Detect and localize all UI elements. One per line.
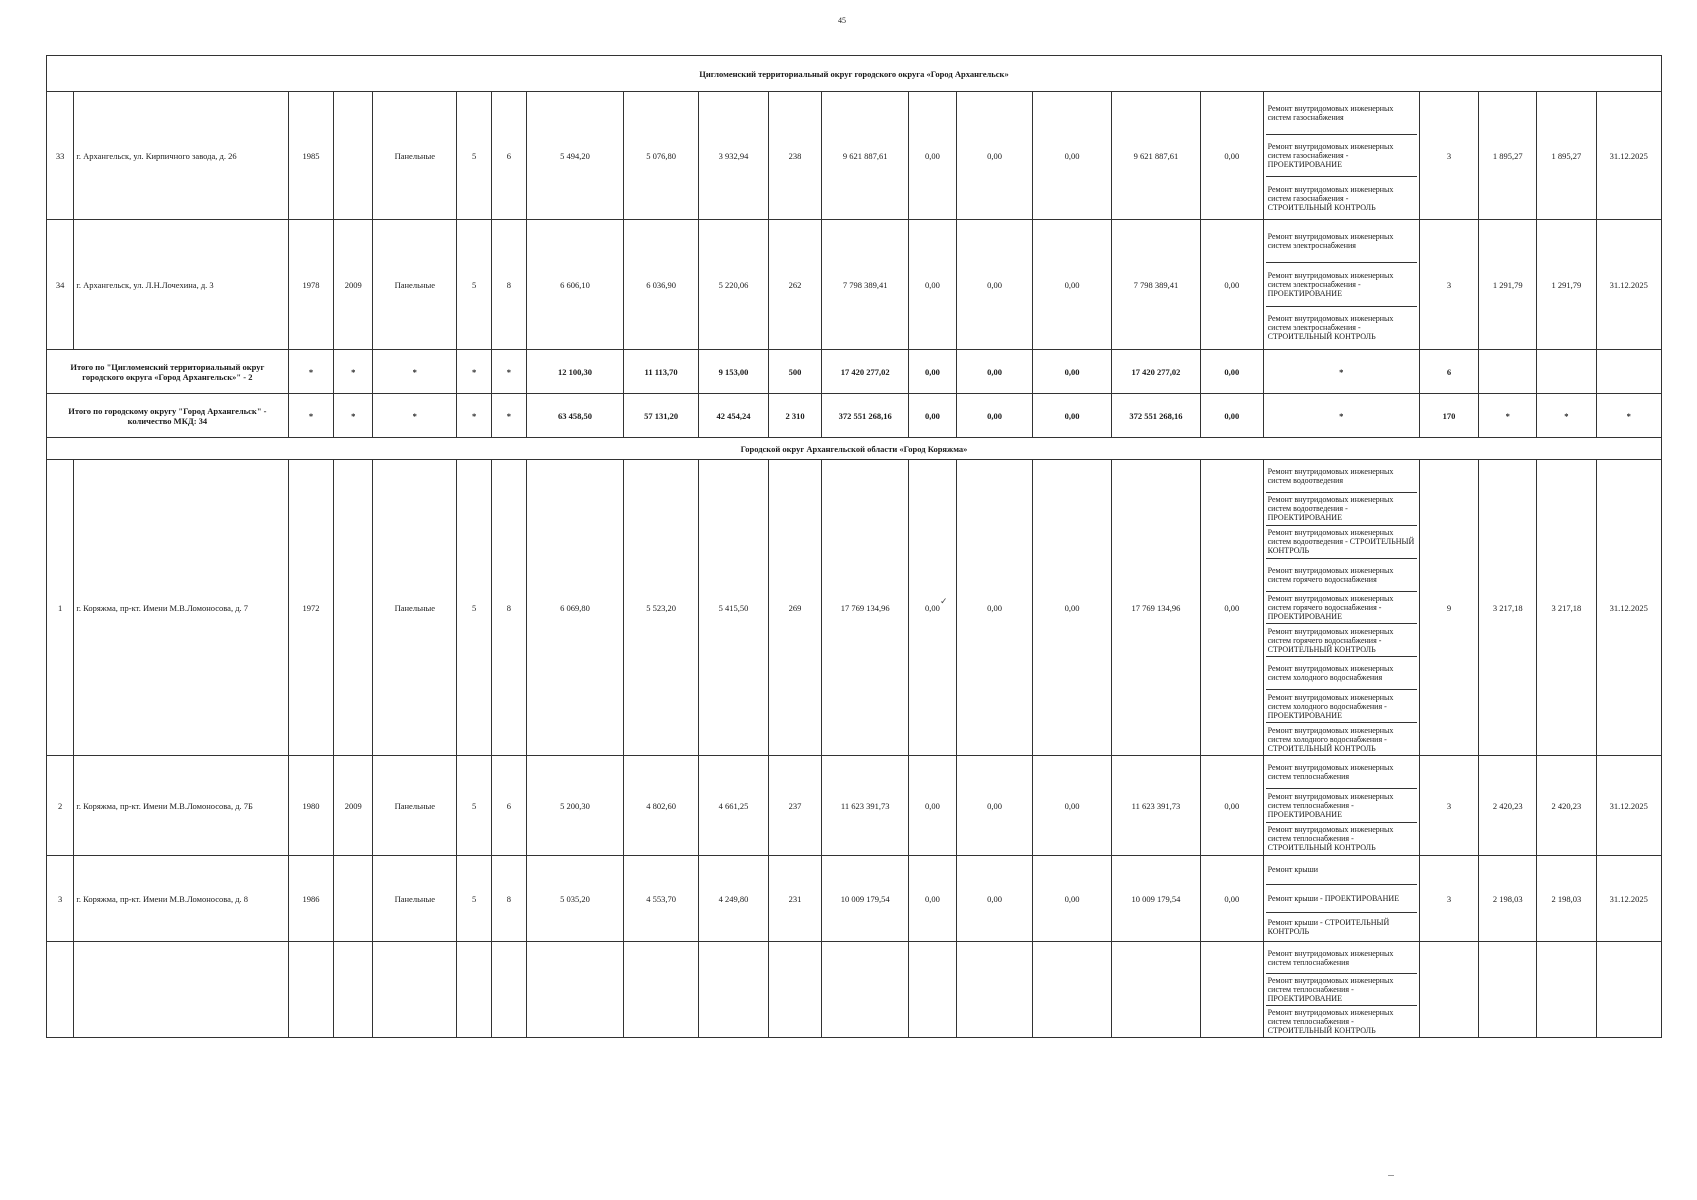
work-item: Ремонт внутридомовых инженерных систем холодного водоснабжения - ПРОЕКТИРОВАНИЕ [1266,690,1417,723]
cell-works-count: 3 [1419,220,1478,350]
cell-star: * [1263,394,1419,438]
cell-works [1263,756,1419,856]
cell-empty [956,942,1032,1038]
work-item: Ремонт внутридомовых инженерных систем водоотведения - СТРОИТЕЛЬНЫЙ КОНТРОЛЬ [1266,526,1417,559]
work-item: Ремонт внутридомовых инженерных систем газоснабжения [1266,92,1417,135]
cell-year-repair: 2009 [334,220,373,350]
work-item: Ремонт внутридомовых инженерных систем водоотведения - ПРОЕКТИРОВАНИЕ [1266,493,1417,526]
cell-unit-cost: 2 420,23 [1479,756,1537,856]
cell-max-unit-cost: 1 291,79 [1537,220,1596,350]
table-row [47,92,1662,220]
cell-num: 34 [47,220,74,350]
cell-star: * [288,350,334,394]
cell-address: г. Коряжма, пр-кт. Имени М.В.Ломоносова, д. 7 [74,460,288,756]
cell-empty [1419,942,1478,1038]
handwritten-tick-mark: ✓ [940,596,948,606]
cell-area-total: 5 200,30 [527,756,624,856]
cell-empty [909,942,957,1038]
cell-fund-reg: 0,00 [956,756,1032,856]
capital-repair-table [46,55,1662,1038]
cell-empty [623,942,698,1038]
cell-fund-owners: 17 420 277,02 [1111,350,1200,394]
cell-fund-fed: 0,00 [909,460,957,756]
cell-empty [699,942,769,1038]
cell-star: * [1479,394,1537,438]
cell-fund-mun: 0,00 [1033,394,1112,438]
cell-empty [373,942,457,1038]
cell-max-unit-cost: 2 420,23 [1537,756,1596,856]
cell-area-total: 6 606,10 [527,220,624,350]
cell-material: Панельные [373,220,457,350]
cell-empty [1200,942,1263,1038]
cell-works-count: 170 [1419,394,1478,438]
cell-address: г. Коряжма, пр-кт. Имени М.В.Ломоносова, д. 8 [74,856,288,942]
cell-empty [527,942,624,1038]
cell-fund-fed: 0,00 [909,220,957,350]
cell-empty [1111,942,1200,1038]
cell-works [1263,220,1419,350]
cell-fund-other: 0,00 [1200,756,1263,856]
cell-star: * [457,350,491,394]
cell-area-total: 5 035,20 [527,856,624,942]
cell-fund-other: 0,00 [1200,350,1263,394]
cell-year-repair [334,92,373,220]
page-number: 45 [838,16,846,25]
cell-deadline: 31.12.2025 [1596,460,1661,756]
cell-area-total: 6 069,80 [527,460,624,756]
works-list [1266,756,1417,855]
cell-star: * [491,350,526,394]
cell-year-repair [334,460,373,756]
cell-year-repair [334,856,373,942]
work-item: Ремонт внутридомовых инженерных систем холодного водоснабжения - СТРОИТЕЛЬНЫЙ КОНТРОЛЬ [1267,725,1394,753]
cell-unit-cost: 1 895,27 [1479,92,1537,220]
cell-cost-total: 11 623 391,73 [822,756,909,856]
cell-max-unit-cost: 2 198,03 [1537,856,1596,942]
cell-year-built: 1985 [288,92,334,220]
work-item: Ремонт внутридомовых инженерных систем теплоснабжения - СТРОИТЕЛЬНЫЙ КОНТРОЛЬ [1267,825,1394,853]
cell-star: * [491,394,526,438]
cell-address: г. Архангельск, ул. Л.Н.Лочехина, д. 3 [74,220,288,350]
cell-entrances: 6 [491,756,526,856]
cell-star: * [1537,394,1596,438]
cell-floors: 5 [457,756,491,856]
works-list [1266,92,1417,219]
cell-fund-fed: 0,00 [909,856,957,942]
cell-works [1263,942,1419,1038]
cell-floors: 5 [457,92,491,220]
cell-material: Панельные [373,756,457,856]
cell-fund-reg: 0,00 [956,350,1032,394]
cell-deadline: 31.12.2025 [1596,856,1661,942]
cell-fund-mun: 0,00 [1033,756,1112,856]
cell-fund-fed: 0,00 [909,350,957,394]
cell-area-living: 4 802,60 [623,756,698,856]
cell-max-unit-cost: 1 895,27 [1537,92,1596,220]
cell-star [1537,350,1596,394]
cell-empty [334,942,373,1038]
cell-area-total: 5 494,20 [527,92,624,220]
cell-star: * [457,394,491,438]
cell-residents: 269 [768,460,822,756]
cell-fund-other: 0,00 [1200,460,1263,756]
cell-works [1263,856,1419,942]
cell-works [1263,92,1419,220]
cell-star [1596,350,1661,394]
cell-empty [768,942,822,1038]
cell-empty [822,942,909,1038]
cell-star [1479,350,1537,394]
cell-num: 1 [47,460,74,756]
cell-area-residential: 3 932,94 [699,92,769,220]
cell-empty [457,942,491,1038]
work-item: Ремонт внутридомовых инженерных систем теплоснабжения - СТРОИТЕЛЬНЫЙ КОНТРОЛЬ [1267,1008,1394,1035]
cell-deadline: 31.12.2025 [1596,756,1661,856]
cell-area-living: 5 523,20 [623,460,698,756]
cell-star: * [334,394,373,438]
cell-area-residential: 9 153,00 [699,350,769,394]
work-item: Ремонт крыши - СТРОИТЕЛЬНЫЙ КОНТРОЛЬ [1267,918,1390,937]
total-label: Итого по "Цигломенский территориальный округ городского округа «Город Архангельск»" - 2 [47,350,289,394]
cell-residents: 238 [768,92,822,220]
cell-area-living: 5 076,80 [623,92,698,220]
cell-works-count: 3 [1419,92,1478,220]
cell-entrances: 8 [491,856,526,942]
works-list [1266,942,1417,1037]
cell-deadline: 31.12.2025 [1596,220,1661,350]
cell-floors: 5 [457,460,491,756]
cell-fund-other: 0,00 [1200,220,1263,350]
cell-material: Панельные [373,460,457,756]
cell-unit-cost: 3 217,18 [1479,460,1537,756]
cell-works-count: 3 [1419,756,1478,856]
cell-area-total: 63 458,50 [527,394,624,438]
total-label: Итого по городскому округу "Город Архангельск" - количество МКД: 34 [47,394,289,438]
cell-year-repair: 2009 [334,756,373,856]
cell-fund-fed: 0,00 [909,394,957,438]
cell-residents: 237 [768,756,822,856]
work-item: Ремонт внутридомовых инженерных систем холодного водоснабжения [1266,657,1417,690]
cell-empty [1033,942,1112,1038]
work-item: Ремонт крыши [1266,856,1417,885]
cell-fund-owners: 11 623 391,73 [1111,756,1200,856]
cell-num: 2 [47,756,74,856]
cell-works-count: 6 [1419,350,1478,394]
cell-material: Панельные [373,856,457,942]
cell-num: 33 [47,92,74,220]
cell-year-built: 1978 [288,220,334,350]
cell-cost-total: 10 009 179,54 [822,856,909,942]
cell-fund-mun: 0,00 [1033,350,1112,394]
works-list [1266,856,1417,941]
cell-fund-mun: 0,00 [1033,856,1112,942]
cell-empty [288,942,334,1038]
cell-empty [1537,942,1596,1038]
work-item: Ремонт внутридомовых инженерных систем теплоснабжения - ПРОЕКТИРОВАНИЕ [1266,974,1417,1006]
cell-area-living: 11 113,70 [623,350,698,394]
cell-address: г. Архангельск, ул. Кирпичного завода, д. 26 [74,92,288,220]
cell-cost-total: 7 798 389,41 [822,220,909,350]
cell-fund-fed: 0,00 [909,756,957,856]
cell-fund-owners: 372 551 268,16 [1111,394,1200,438]
section-header-row [47,438,1662,460]
cell-floors: 5 [457,220,491,350]
section-header-row [47,56,1662,92]
work-item: Ремонт внутридомовых инженерных систем теплоснабжения [1266,756,1417,789]
works-list [1266,220,1417,349]
cell-cost-total: 17 769 134,96 [822,460,909,756]
cell-area-residential: 42 454,24 [699,394,769,438]
cell-year-built: 1980 [288,756,334,856]
cell-area-total: 12 100,30 [527,350,624,394]
cell-fund-reg: 0,00 [956,394,1032,438]
cell-star: * [288,394,334,438]
cell-fund-mun: 0,00 [1033,220,1112,350]
cell-year-built: 1972 [288,460,334,756]
cell-fund-owners: 17 769 134,96 [1111,460,1200,756]
cell-entrances: 8 [491,460,526,756]
cell-entrances: 8 [491,220,526,350]
cell-fund-owners: 10 009 179,54 [1111,856,1200,942]
cell-fund-other: 0,00 [1200,856,1263,942]
cell-unit-cost: 2 198,03 [1479,856,1537,942]
cell-fund-other: 0,00 [1200,394,1263,438]
cell-empty [47,942,74,1038]
cell-cost-total: 17 420 277,02 [822,350,909,394]
work-item: Ремонт внутридомовых инженерных систем водоотведения [1266,460,1417,493]
cell-empty [491,942,526,1038]
table-row [47,756,1662,856]
work-item: Ремонт крыши - ПРОЕКТИРОВАНИЕ [1266,885,1417,914]
table-row [47,220,1662,350]
cell-entrances: 6 [491,92,526,220]
work-item: Ремонт внутридомовых инженерных систем газоснабжения - СТРОИТЕЛЬНЫЙ КОНТРОЛЬ [1267,184,1394,212]
cell-unit-cost: 1 291,79 [1479,220,1537,350]
cell-deadline: 31.12.2025 [1596,92,1661,220]
cell-works-count: 9 [1419,460,1478,756]
work-item: Ремонт внутридомовых инженерных систем теплоснабжения - ПРОЕКТИРОВАНИЕ [1266,789,1417,822]
cell-area-residential: 4 249,80 [699,856,769,942]
cell-fund-fed: 0,00 [909,92,957,220]
cell-star: * [1263,350,1419,394]
cell-star: * [373,394,457,438]
cell-area-living: 57 131,20 [623,394,698,438]
cell-cost-total: 9 621 887,61 [822,92,909,220]
cell-area-residential: 5 415,50 [699,460,769,756]
cell-max-unit-cost: 3 217,18 [1537,460,1596,756]
cell-residents: 2 310 [768,394,822,438]
cell-address: г. Коряжма, пр-кт. Имени М.В.Ломоносова, д. 7Б [74,756,288,856]
cell-residents: 231 [768,856,822,942]
work-item: Ремонт внутридомовых инженерных систем электроснабжения - ПРОЕКТИРОВАНИЕ [1266,263,1417,306]
cell-area-living: 4 553,70 [623,856,698,942]
work-item: Ремонт внутридомовых инженерных систем газоснабжения - ПРОЕКТИРОВАНИЕ [1266,135,1417,178]
cell-works-count: 3 [1419,856,1478,942]
cell-floors: 5 [457,856,491,942]
work-item: Ремонт внутридомовых инженерных систем электроснабжения - СТРОИТЕЛЬНЫЙ КОНТРОЛЬ [1267,314,1394,342]
cell-fund-reg: 0,00 [956,92,1032,220]
work-item: Ремонт внутридомовых инженерных систем горячего водоснабжения - СТРОИТЕЛЬНЫЙ КОНТРОЛЬ [1266,624,1417,657]
cell-empty [74,942,288,1038]
cell-fund-owners: 7 798 389,41 [1111,220,1200,350]
cell-area-residential: 4 661,25 [699,756,769,856]
cell-year-built: 1986 [288,856,334,942]
cell-num: 3 [47,856,74,942]
cell-star: * [373,350,457,394]
cell-fund-mun: 0,00 [1033,460,1112,756]
cell-empty [1479,942,1537,1038]
cell-empty [1596,942,1661,1038]
total-row [47,394,1662,438]
cell-fund-reg: 0,00 [956,460,1032,756]
section-title-tsigl: Цигломенский территориальный округ городского округа «Город Архангельск» [47,56,1662,92]
cell-fund-other: 0,00 [1200,92,1263,220]
cell-material: Панельные [373,92,457,220]
table-row [47,942,1662,1038]
works-list [1266,460,1417,755]
cell-residents: 500 [768,350,822,394]
cell-star: * [334,350,373,394]
cell-fund-mun: 0,00 [1033,92,1112,220]
cell-cost-total: 372 551 268,16 [822,394,909,438]
cell-area-residential: 5 220,06 [699,220,769,350]
work-item: Ремонт внутридомовых инженерных систем горячего водоснабжения - ПРОЕКТИРОВАНИЕ [1266,592,1417,625]
cell-works [1263,460,1419,756]
cell-star: * [1596,394,1661,438]
table-row [47,460,1662,756]
cell-residents: 262 [768,220,822,350]
total-row [47,350,1662,394]
work-item: Ремонт внутридомовых инженерных систем теплоснабжения [1266,942,1417,974]
cell-area-living: 6 036,90 [623,220,698,350]
cell-fund-reg: 0,00 [956,220,1032,350]
table-row [47,856,1662,942]
scan-mark [1388,1175,1394,1176]
work-item: Ремонт внутридомовых инженерных систем горячего водоснабжения [1266,559,1417,592]
work-item: Ремонт внутридомовых инженерных систем электроснабжения [1266,220,1417,263]
cell-fund-owners: 9 621 887,61 [1111,92,1200,220]
section-title-koryazhma: Городской округ Архангельской области «Город Коряжма» [47,438,1662,460]
cell-fund-reg: 0,00 [956,856,1032,942]
